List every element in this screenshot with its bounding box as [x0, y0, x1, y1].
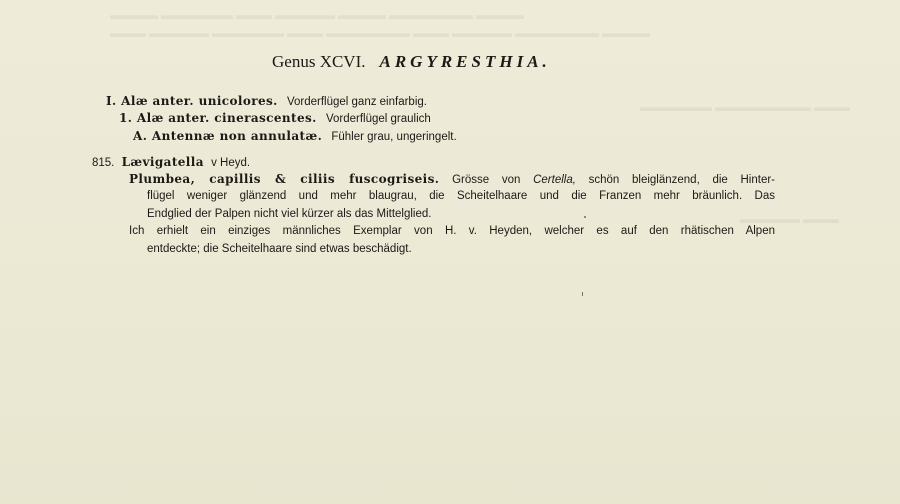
genus-label: Genus XCVI.	[272, 52, 366, 71]
show-through-text: ▬▬▬▬▬▬ ▬▬▬▬▬▬▬▬ ▬▬▬	[640, 100, 850, 114]
section-description: Vorderflügel ganz einfarbig.	[286, 96, 427, 108]
species-heading	[92, 155, 250, 169]
reference-species: Certella,	[533, 174, 576, 186]
description-text: Grösse von	[452, 174, 521, 186]
species-number: 815.	[92, 157, 115, 169]
species-description-line: Endglied der Palpen nicht viel kürzer als das Mittelglied.	[147, 208, 432, 220]
species-description-line: flügel weniger glänzend und mehr blaugrau, die Scheitelhaare und die Franzen mehr bräunlich. Das	[147, 190, 775, 202]
section-description: Vorderflügel graulich	[325, 113, 431, 125]
paper-speck	[582, 292, 583, 296]
genus-name: ARGYRESTHIA.	[379, 52, 551, 71]
page-title	[272, 52, 551, 72]
paper-speck	[584, 216, 586, 218]
section-latin: 1. Alæ anter. cinerascentes.	[119, 111, 317, 125]
section-latin: I. Alæ anter. unicolores.	[106, 94, 278, 108]
section-heading-1	[106, 94, 427, 108]
section-latin: A. Antennæ non annulatæ.	[133, 129, 323, 143]
section-heading-2	[119, 111, 431, 125]
species-author: v Heyd.	[211, 157, 251, 169]
show-through-text: ▬▬▬ ▬▬▬▬▬ ▬▬▬▬▬▬ ▬▬▬ ▬▬▬▬▬▬▬ ▬▬▬ ▬▬▬▬▬ ▬▬▬▬▬▬▬ ▬▬▬▬	[110, 26, 650, 40]
species-note-line: Ich erhielt ein einziges männliches Exemplar von H. v. Heyden, welcher es auf den rhätischen Alpen	[129, 225, 775, 237]
description-text: schön bleiglänzend, die Hinter-	[588, 174, 776, 186]
show-through-text: ▬▬▬▬▬ ▬▬▬	[740, 212, 839, 226]
species-description-line	[129, 172, 775, 186]
section-description: Fühler grau, ungeringelt.	[331, 131, 457, 143]
species-note-line: entdeckte; die Scheitelhaare sind etwas beschädigt.	[147, 243, 412, 255]
show-through-text: ▬▬▬▬ ▬▬▬▬▬▬ ▬▬▬ ▬▬▬▬▬ ▬▬▬▬ ▬▬▬▬▬▬▬ ▬▬▬▬	[110, 8, 524, 22]
species-name: Lævigatella	[121, 155, 204, 169]
section-heading-3	[133, 129, 457, 143]
species-latin-diagnosis: Plumbea, capillis & ciliis fuscogriseis.	[129, 172, 440, 186]
